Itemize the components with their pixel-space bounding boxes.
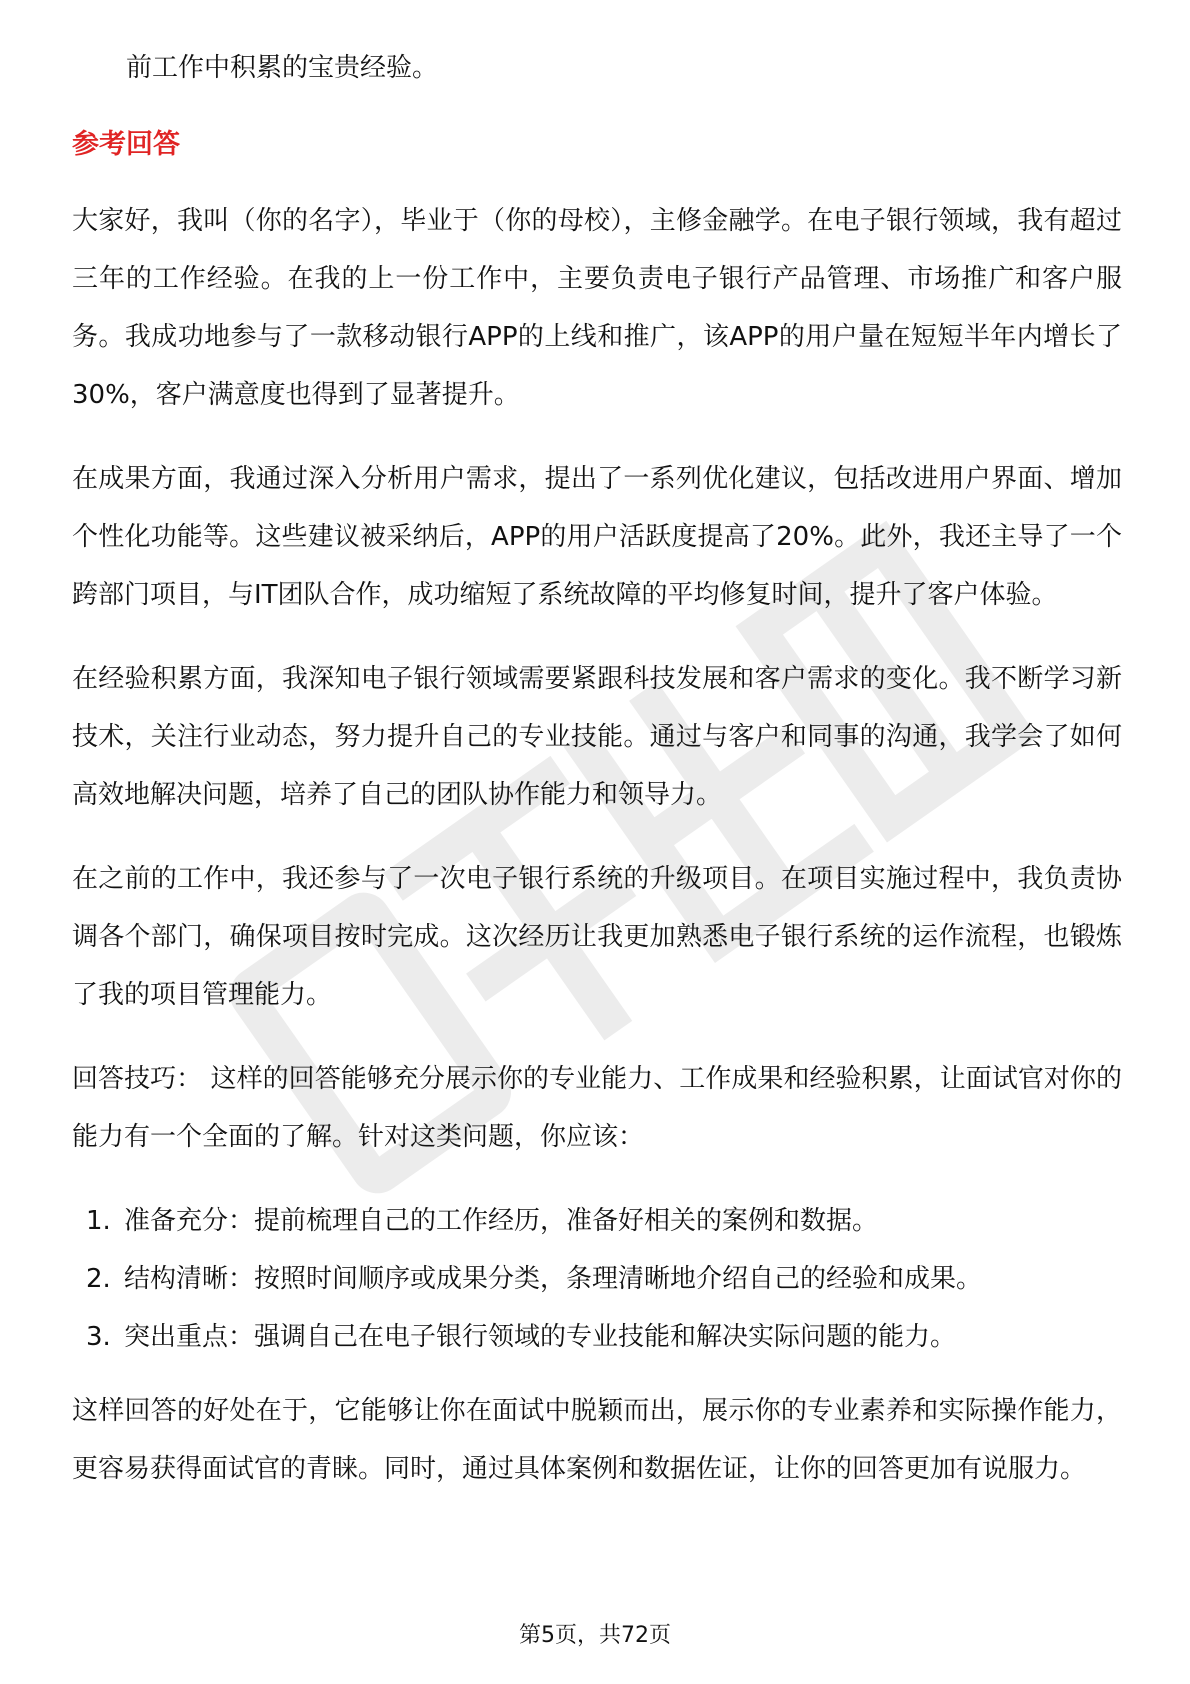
list-item	[86, 1308, 1122, 1366]
closing-paragraph: 这样回答的好处在于，它能够让你在面试中脱颖而出，展示你的专业素养和实际操作能力，更容易获得面试官的青睐。同时，通过具体案例和数据佐证，让你的回答更加有说服力。	[72, 1396, 1122, 1484]
answer-tips-paragraph: 回答技巧： 这样的回答能够充分展示你的专业能力、工作成果和经验积累，让面试官对你的能力有一个全面的了解。针对这类问题，你应该：	[72, 1064, 1122, 1152]
list-item	[86, 1250, 1122, 1308]
list-number: 1.	[86, 1206, 111, 1236]
list-item	[86, 1192, 1122, 1250]
paragraph: 大家好，我叫（你的名字），毕业于（你的母校），主修金融学。在电子银行领域，我有超过三年的工作经验。在我的上一份工作中，主要负责电子银行产品管理、市场推广和客户服务。我成功地参与了一款移动银行APP的上线和推广，该APP的用户量在短短半年内增长了30%，客户满意度也得到了显著提升。	[72, 206, 1122, 410]
page-number: 第5页，共72页	[519, 1623, 671, 1648]
tips-list	[72, 1192, 1122, 1366]
answer-body	[72, 192, 1122, 1524]
list-number: 2.	[86, 1264, 111, 1294]
section-heading: 参考回答	[72, 129, 180, 160]
list-item-text: 结构清晰：按照时间顺序或成果分类，条理清晰地介绍自己的经验和成果。	[124, 1264, 983, 1294]
paragraph: 在经验积累方面，我深知电子银行领域需要紧跟科技发展和客户需求的变化。我不断学习新技术，关注行业动态，努力提升自己的专业技能。通过与客户和同事的沟通，我学会了如何高效地解决问题，培养了自己的团队协作能力和领导力。	[72, 664, 1122, 810]
list-item-text: 准备充分：提前梳理自己的工作经历，准备好相关的案例和数据。	[124, 1206, 879, 1236]
paragraph: 在成果方面，我通过深入分析用户需求，提出了一系列优化建议，包括改进用户界面、增加个性化功能等。这些建议被采纳后，APP的用户活跃度提高了20%。此外，我还主导了一个跨部门项目，与IT团队合作，成功缩短了系统故障的平均修复时间，提升了客户体验。	[72, 464, 1122, 610]
list-item-text: 突出重点：强调自己在电子银行领域的专业技能和解决实际问题的能力。	[124, 1322, 957, 1352]
paragraph: 在之前的工作中，我还参与了一次电子银行系统的升级项目。在项目实施过程中，我负责协调各个部门，确保项目按时完成。这次经历让我更加熟悉电子银行系统的运作流程，也锻炼了我的项目管理能力。	[72, 864, 1122, 1010]
list-number: 3.	[86, 1322, 111, 1352]
continuation-line: 前工作中积累的宝贵经验。	[126, 53, 439, 83]
